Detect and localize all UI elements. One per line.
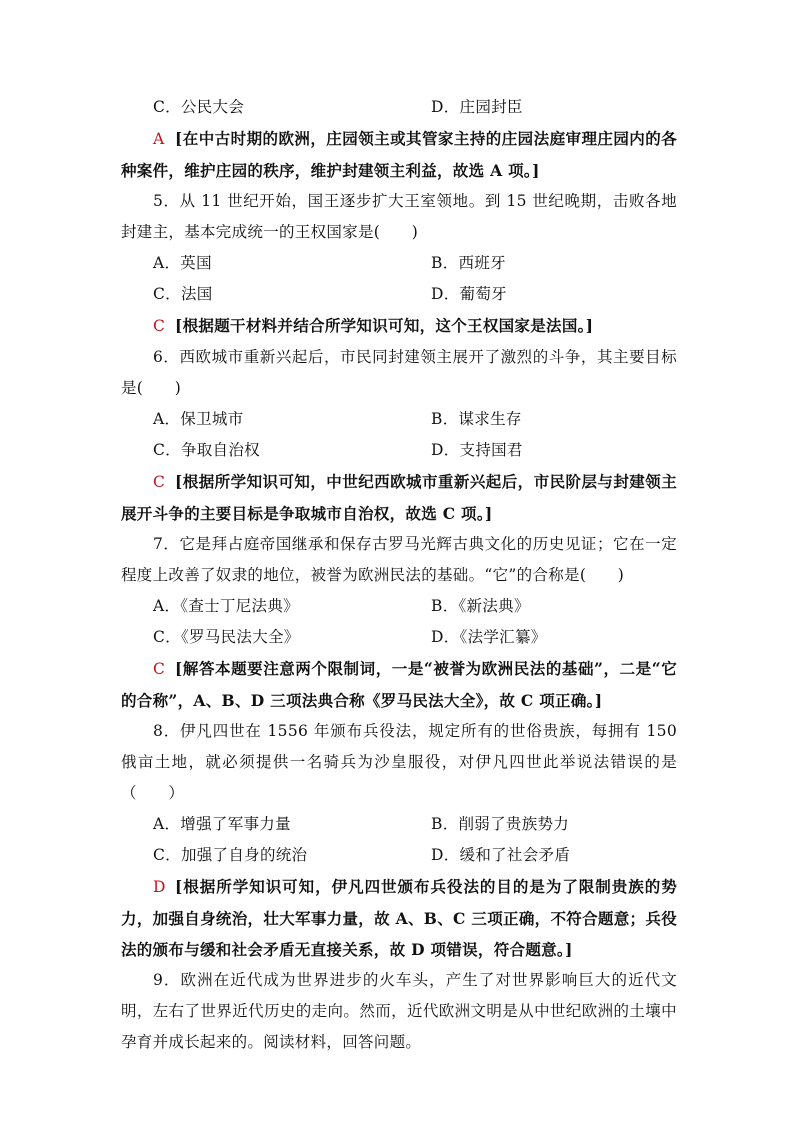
q5-stem: 5．从 11 世纪开始，国王逐步扩大王室领地。到 15 世纪晚期，击败各地封建主，基本完成统一的王权国家是( ) — [121, 192, 677, 241]
q4-answer-text: [在中古时期的欧洲，庄园领主或其管家主持的庄园法庭审理庄园内的各种案件，维护庄园的秩序，维护封建领主利益，故选 A 项。] — [121, 129, 677, 180]
q6-option-a: A．保卫城市 — [153, 410, 244, 428]
q7-options-ab — [121, 591, 677, 622]
q7-answer — [121, 653, 677, 716]
q5-options-cd — [121, 279, 677, 310]
q7-stem: 7．它是拜占庭帝国继承和保存古罗马光辉古典文化的历史见证；它在一定程度上改善了奴隶的地位，被誉为欧洲民法的基础。“它”的合称是( ) — [121, 535, 677, 584]
q5-option-c: C．法国 — [153, 285, 213, 303]
q8-option-d: D．缓和了社会矛盾 — [431, 846, 571, 864]
q7-answer-letter: C — [153, 660, 166, 678]
q6-answer-text: [根据所学知识可知，中世纪西欧城市重新兴起后，市民阶层与封建领主展开斗争的主要目标是争取城市自治权，故选 C 项。] — [121, 472, 677, 523]
q5-answer-letter: C — [153, 317, 166, 335]
q7-option-b: B．《新法典》 — [431, 597, 530, 615]
q8-answer-letter: D — [153, 878, 166, 896]
q4-answer-letter: A — [153, 130, 165, 148]
q8-answer-text: [根据所学知识可知，伊凡四世颁布兵役法的目的是为了限制贵族的势力，加强自身统治，壮大军事力量，故 A、B、C 三项正确，不符合题意；兵役法的颁布与缓和社会矛盾无直接关系，故 D 项错误，符合题意。] — [121, 877, 677, 959]
q5-answer — [121, 310, 677, 342]
q6-option-b: B．谋求生存 — [431, 410, 522, 428]
q8-option-b: B．削弱了贵族势力 — [431, 815, 570, 833]
q8-options-ab — [121, 809, 677, 840]
q7-answer-text: [解答本题要注意两个限制词，一是“被誉为欧洲民法的基础”，二是“它的合称”，A、B、D 三项法典合称《罗马民法大全》，故 C 项正确。] — [121, 659, 677, 710]
q7-option-c: C．《罗马民法大全》 — [153, 628, 300, 646]
q4-option-d: D．庄园封臣 — [431, 98, 523, 116]
q8-stem: 8．伊凡四世在 1556 年颁布兵役法，规定所有的世俗贵族，每拥有 150 俄亩土地，就必须提供一名骑兵为沙皇服役，对伊凡四世此举说法错误的是（ ） — [121, 722, 677, 802]
q5-option-b: B．西班牙 — [431, 254, 506, 272]
q6-answer — [121, 466, 677, 529]
q6-stem: 6．西欧城市重新兴起后，市民同封建领主展开了激烈的斗争，其主要目标是( ) — [121, 348, 677, 397]
q7-options-cd — [121, 622, 677, 653]
q9-stem: 9．欧洲在近代成为世界进步的火车头，产生了对世界影响巨大的近代文明，左右了世界近代历史的走向。然而，近代欧洲文明是从中世纪欧洲的土壤中孕育并成长起来的。阅读材料，回答问题。 — [121, 971, 677, 1051]
q6-answer-letter: C — [153, 473, 166, 491]
q5-options-ab — [121, 248, 677, 279]
q6-options-cd — [121, 435, 677, 466]
q5-answer-text: [根据题干材料并结合所学知识可知，这个王权国家是法国。] — [175, 316, 594, 335]
q4-answer — [121, 123, 677, 186]
q7-option-d: D．《法学汇纂》 — [431, 628, 547, 646]
q8-option-c: C．加强了自身的统治 — [153, 846, 308, 864]
q6-options-ab — [121, 404, 677, 435]
q8-answer — [121, 871, 677, 965]
q7-option-a: A．《查士丁尼法典》 — [153, 597, 299, 615]
q5-option-d: D．葡萄牙 — [431, 285, 507, 303]
q8-options-cd — [121, 840, 677, 871]
q8-option-a: A．增强了军事力量 — [153, 815, 291, 833]
q6-option-c: C．争取自治权 — [153, 441, 260, 459]
page-content — [121, 92, 677, 1058]
q4-option-c: C．公民大会 — [153, 98, 245, 116]
q6-option-d: D．支持国君 — [431, 441, 523, 459]
q5-option-a: A．英国 — [153, 254, 212, 272]
q4-options-cd — [121, 92, 677, 123]
